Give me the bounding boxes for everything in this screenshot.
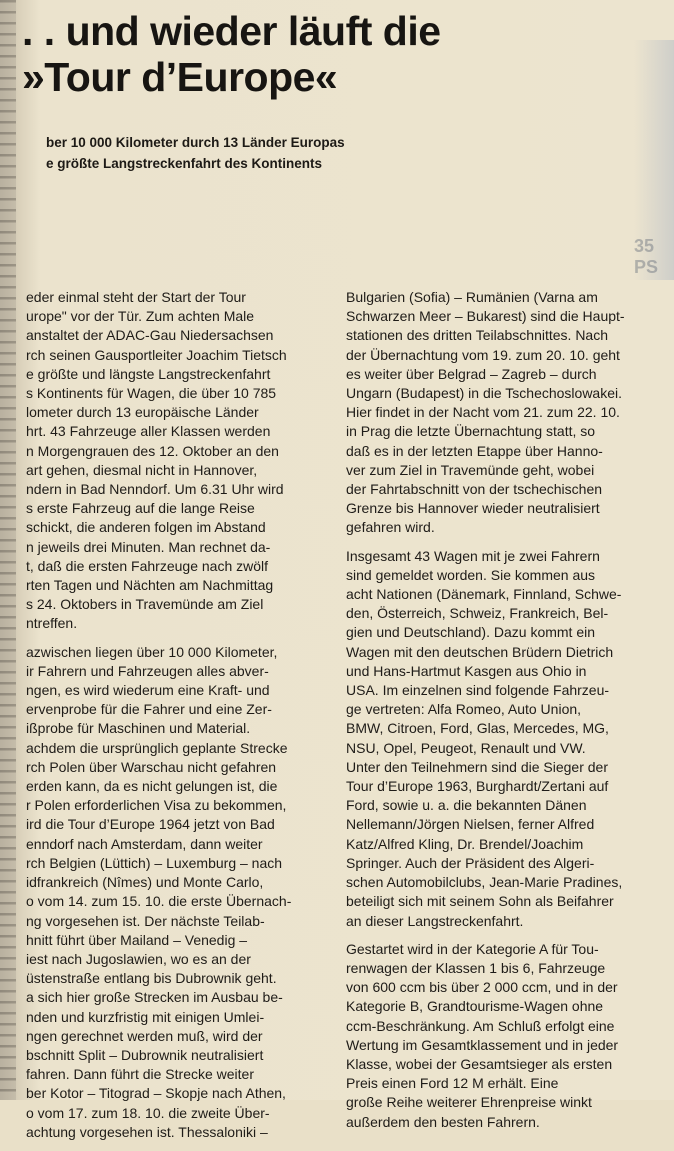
text-line: Springer. Auch der Präsident des Algeri-: [346, 854, 595, 871]
text-line: azwischen liegen über 10 000 Kilometer,: [26, 643, 278, 660]
text-line: es weiter über Belgrad – Zagreb – durch: [346, 365, 597, 382]
text-line: von 600 ccm bis über 2 000 ccm, und in der: [346, 979, 618, 996]
text-line: acht Nationen (Dänemark, Finnland, Schwe-: [346, 586, 622, 603]
article-paragraph: [346, 547, 662, 931]
text-line: ber Kotor – Titograd – Skopje nach Athen,: [26, 1085, 286, 1102]
adjacent-page-fragment: [634, 40, 674, 280]
text-line: in Prag die letzte Übernachtung statt, so: [346, 423, 596, 440]
text-line: rch seinen Gausportleiter Joachim Tietsch: [26, 346, 287, 363]
text-line: Unter den Teilnehmern sind die Sieger der: [346, 758, 609, 775]
text-line: idfrankreich (Nîmes) und Monte Carlo,: [26, 874, 264, 891]
text-line: ndern in Bad Nenndorf. Um 6.31 Uhr wird: [26, 481, 284, 498]
text-line: ge vertreten: Alfa Romeo, Auto Union,: [346, 701, 582, 718]
text-line: den, Österreich, Schweiz, Frankreich, Bel-: [346, 605, 609, 622]
text-line: n Morgengrauen des 12. Oktober an den: [26, 442, 279, 459]
text-line: ir Fahrern und Fahrzeugen alles abver-: [26, 662, 269, 679]
article-subheadline: [46, 132, 606, 174]
text-line: erden kann, da es nicht gelungen ist, die: [26, 778, 278, 795]
text-line: sind gemeldet worden. Sie kommen aus: [346, 566, 596, 583]
text-line: achdem die ursprünglich geplante Strecke: [26, 739, 288, 756]
article-headline: [22, 8, 582, 100]
text-line: rch Polen über Warschau nicht gefahren: [26, 758, 277, 775]
article-paragraph: [26, 288, 326, 634]
text-line: hrt. 43 Fahrzeuge aller Klassen werden: [26, 423, 271, 440]
text-line: iest nach Jugoslawien, wo es an der: [26, 950, 251, 967]
article-paragraph: [346, 288, 662, 538]
text-line: und Hans-Hartmut Kasgen aus Ohio in: [346, 662, 587, 679]
text-line: Wertung im Gesamtklassement und in jeder: [346, 1036, 619, 1053]
text-line: ngen gerechnet werden muß, wird der: [26, 1027, 263, 1044]
text-line: beteiligt sich mit seinem Sohn als Beifahrer: [346, 893, 614, 910]
text-line: Insgesamt 43 Wagen mit je zwei Fahrern: [346, 547, 600, 564]
text-line: Hier findet in der Nacht vom 21. zum 22. 10.: [346, 404, 620, 421]
text-line: schickt, die anderen folgen im Abstand: [26, 519, 266, 536]
text-line: rch Belgien (Lüttich) – Luxemburg – nach: [26, 854, 283, 871]
text-line: Tour d’Europe 1963, Burghardt/Zertani auf: [346, 778, 609, 795]
text-line: Katz/Alfred Kling, Dr. Brendel/Joachim: [346, 835, 584, 852]
text-line: o vom 14. zum 15. 10. die erste Übernach-: [26, 893, 292, 910]
text-line: fahren. Dann führt die Strecke weiter: [26, 1066, 255, 1083]
text-line: hnitt führt über Mailand – Venedig –: [26, 931, 248, 948]
text-line: Ford, sowie u. a. die bekannten Dänen: [346, 797, 587, 814]
text-line: gefahren wird.: [346, 519, 435, 536]
text-line: ccm-Beschränkung. Am Schluß erfolgt eine: [346, 1017, 615, 1034]
text-line: e größte und längste Langstreckenfahrt: [26, 365, 271, 382]
text-line: rten Tagen und Nächten am Nachmittag: [26, 577, 274, 594]
text-line: ißprobe für Maschinen und Material.: [26, 720, 251, 737]
article-paragraph: [26, 643, 326, 1142]
text-line: Preis einen Ford 12 M erhält. Eine: [346, 1075, 559, 1092]
article-column-left: [26, 288, 326, 1151]
text-line: n jeweils drei Minuten. Man rechnet da-: [26, 538, 271, 555]
text-line: a sich hier große Strecken im Ausbau be-: [26, 989, 283, 1006]
text-line: der Übernachtung vom 19. zum 20. 10. geht: [346, 346, 620, 363]
text-line: urope" vor der Tür. Zum achten Male: [26, 308, 255, 325]
text-line: achtung vorgesehen ist. Thessaloniki –: [26, 1123, 268, 1140]
text-line: Kategorie B, Grandtourisme-Wagen ohne: [346, 998, 604, 1015]
text-line: Gestartet wird in der Kategorie A für Tou-: [346, 940, 599, 957]
headline-line: . . und wieder läuft die: [22, 8, 441, 54]
text-line: Nellemann/Jörgen Nielsen, ferner Alfred: [346, 816, 595, 833]
text-line: NSU, Opel, Peugeot, Renault und VW.: [346, 739, 586, 756]
article-paragraph: [346, 940, 662, 1132]
text-line: ntreffen.: [26, 615, 78, 632]
text-line: schen Automobilclubs, Jean-Marie Pradines,: [346, 874, 623, 891]
text-line: art gehen, diesmal nicht in Hannover,: [26, 461, 258, 478]
text-line: ver zum Ziel in Travemünde geht, wobei: [346, 461, 595, 478]
text-line: r Polen erforderlichen Visa zu bekommen,: [26, 797, 287, 814]
article-column-right: [346, 288, 662, 1141]
text-line: anstaltet der ADAC-Gau Niedersachsen: [26, 327, 274, 344]
text-line: s erste Fahrzeug auf die lange Reise: [26, 500, 255, 517]
text-line: üstenstraße entlang bis Dubrownik geht.: [26, 970, 277, 987]
text-line: Ungarn (Budapest) in die Tschechoslowakei.: [346, 385, 623, 402]
text-line: Schwarzen Meer – Bukarest) sind die Haupt-: [346, 308, 625, 325]
text-line: an dieser Langstreckenfahrt.: [346, 912, 524, 929]
text-line: ng vorgesehen ist. Der nächste Teilab-: [26, 912, 265, 929]
text-line: s 24. Oktobers in Travemünde am Ziel: [26, 596, 264, 613]
subhead-line: e größte Langstreckenfahrt des Kontinents: [46, 156, 323, 171]
text-line: außerdem den besten Fahrern.: [346, 1113, 540, 1130]
text-line: Klasse, wobei der Gesamtsieger als ersten: [346, 1055, 613, 1072]
headline-line: »Tour d’Europe«: [22, 54, 338, 100]
text-line: große Reihe weiterer Ehrenpreise winkt: [346, 1094, 592, 1111]
text-line: Grenze bis Hannover wieder neutralisiert: [346, 500, 600, 517]
text-line: gien und Deutschland). Dazu kommt ein: [346, 624, 596, 641]
text-line: Wagen mit den deutschen Brüdern Dietrich: [346, 643, 614, 660]
text-line: der Fahrtabschnitt von der tschechischen: [346, 481, 603, 498]
adjacent-page-text: 35 PS: [634, 236, 659, 277]
text-line: bschnitt Split – Dubrownik neutralisiert: [26, 1046, 264, 1063]
text-line: nden und kurzfristig mit einigen Umlei-: [26, 1008, 265, 1025]
text-line: lometer durch 13 europäische Länder: [26, 404, 259, 421]
text-line: s Kontinents für Wagen, die über 10 785: [26, 385, 277, 402]
text-line: eder einmal steht der Start der Tour: [26, 289, 246, 305]
subhead-line: ber 10 000 Kilometer durch 13 Länder Europas: [46, 135, 345, 150]
text-line: BMW, Citroen, Ford, Glas, Mercedes, MG,: [346, 720, 609, 737]
text-line: ngen, es wird wiederum eine Kraft- und: [26, 682, 270, 699]
text-line: USA. Im einzelnen sind folgende Fahrzeu-: [346, 682, 610, 699]
text-line: ird die Tour d’Europe 1964 jetzt von Bad: [26, 816, 275, 833]
text-line: stationen des dritten Teilabschnittes. Nach: [346, 327, 609, 344]
text-line: ervenprobe für die Fahrer und eine Zer-: [26, 701, 272, 718]
text-line: t, daß die ersten Fahrzeuge nach zwölf: [26, 557, 269, 574]
page-binding-edge: [0, 0, 16, 1100]
text-line: enndorf nach Amsterdam, dann weiter: [26, 835, 263, 852]
text-line: daß es in der letzten Etappe über Hanno-: [346, 442, 603, 459]
text-line: o vom 17. zum 18. 10. die zweite Über-: [26, 1104, 270, 1121]
text-line: renwagen der Klassen 1 bis 6, Fahrzeuge: [346, 959, 606, 976]
text-line: Bulgarien (Sofia) – Rumänien (Varna am: [346, 289, 598, 305]
